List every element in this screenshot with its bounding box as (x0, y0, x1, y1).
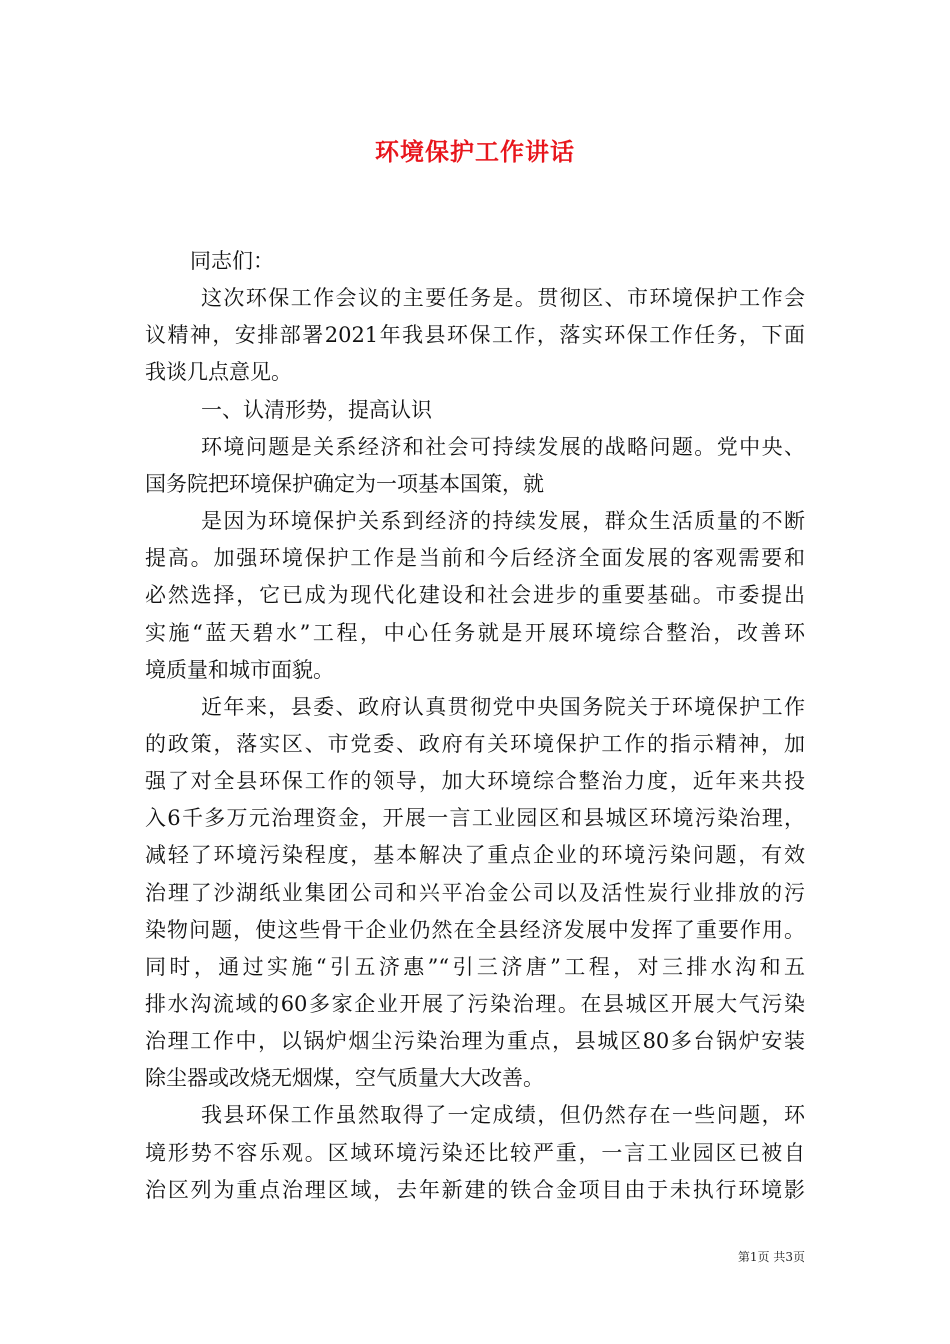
text-line: 的政策，落实区、市党委、政府有关环境保护工作的指示精神，加 (145, 731, 805, 756)
text-line: 国务院把环境保护确定为一项基本国策，就 (145, 471, 544, 496)
page-footer: 第1页 共3页 (737, 1250, 805, 1264)
text-line: 必然选择，它已成为现代化建设和社会进步的重要基础。市委提出 (145, 583, 805, 608)
text-line: 强了对全县环保工作的领导，加大环境综合整治力度，近年来共投 (145, 769, 805, 794)
text-line: 境质量和城市面貌。 (145, 657, 334, 682)
text-line: 除尘器或改烧无烟煤，空气质量大大改善。 (145, 1066, 544, 1091)
text-line: 实施“蓝天碧水”工程，中心任务就是开展环境综合整治，改善环 (145, 620, 805, 645)
text-line: 入6千多万元治理资金，开展一言工业园区和县城区环境污染治理， (145, 806, 805, 831)
text-line: 治理了沙湖纸业集团公司和兴平冶金公司以及活性炭行业排放的污 (145, 880, 805, 905)
text-line: 议精神，安排部署2021年我县环保工作，落实环保工作任务，下面 (145, 323, 805, 348)
text-line: 一、认清形势，提高认识 (201, 397, 432, 422)
text-line: 治理工作中，以锅炉烟尘污染治理为重点，县城区80多台锅炉安装 (145, 1029, 805, 1054)
text-line: 同志们： (190, 249, 274, 273)
text-line: 是因为环境保护关系到经济的持续发展，群众生活质量的不断 (201, 509, 805, 534)
text-line: 染物问题，使这些骨干企业仍然在全县经济发展中发挥了重要作用。 (145, 917, 805, 942)
text-line: 这次环保工作会议的主要任务是。贯彻区、市环境保护工作会 (201, 286, 805, 311)
text-line: 提高。加强环境保护工作是当前和今后经济全面发展的客观需要和 (145, 546, 805, 571)
text-line: 排水沟流域的60多家企业开展了污染治理。在县城区开展大气污染 (145, 992, 805, 1016)
text-line: 环境问题是关系经济和社会可持续发展的战略问题。党中央、 (201, 434, 805, 459)
text-line: 我谈几点意见。 (145, 360, 292, 385)
document-title: 环境保护工作讲话 (375, 137, 575, 166)
text-line: 同时，通过实施“引五济惠”“引三济唐”工程，对三排水沟和五 (145, 954, 805, 979)
text-line: 我县环保工作虽然取得了一定成绩，但仍然存在一些问题，环 (201, 1103, 805, 1128)
text-line: 近年来，县委、政府认真贯彻党中央国务院关于环境保护工作 (201, 694, 805, 719)
text-line: 境形势不容乐观。区域环境污染还比较严重，一言工业园区已被自 (145, 1140, 805, 1165)
text-line: 减轻了环境污染程度，基本解决了重点企业的环境污染问题，有效 (145, 843, 805, 868)
text-line: 治区列为重点治理区域，去年新建的铁合金项目由于未执行环境影 (145, 1177, 805, 1202)
